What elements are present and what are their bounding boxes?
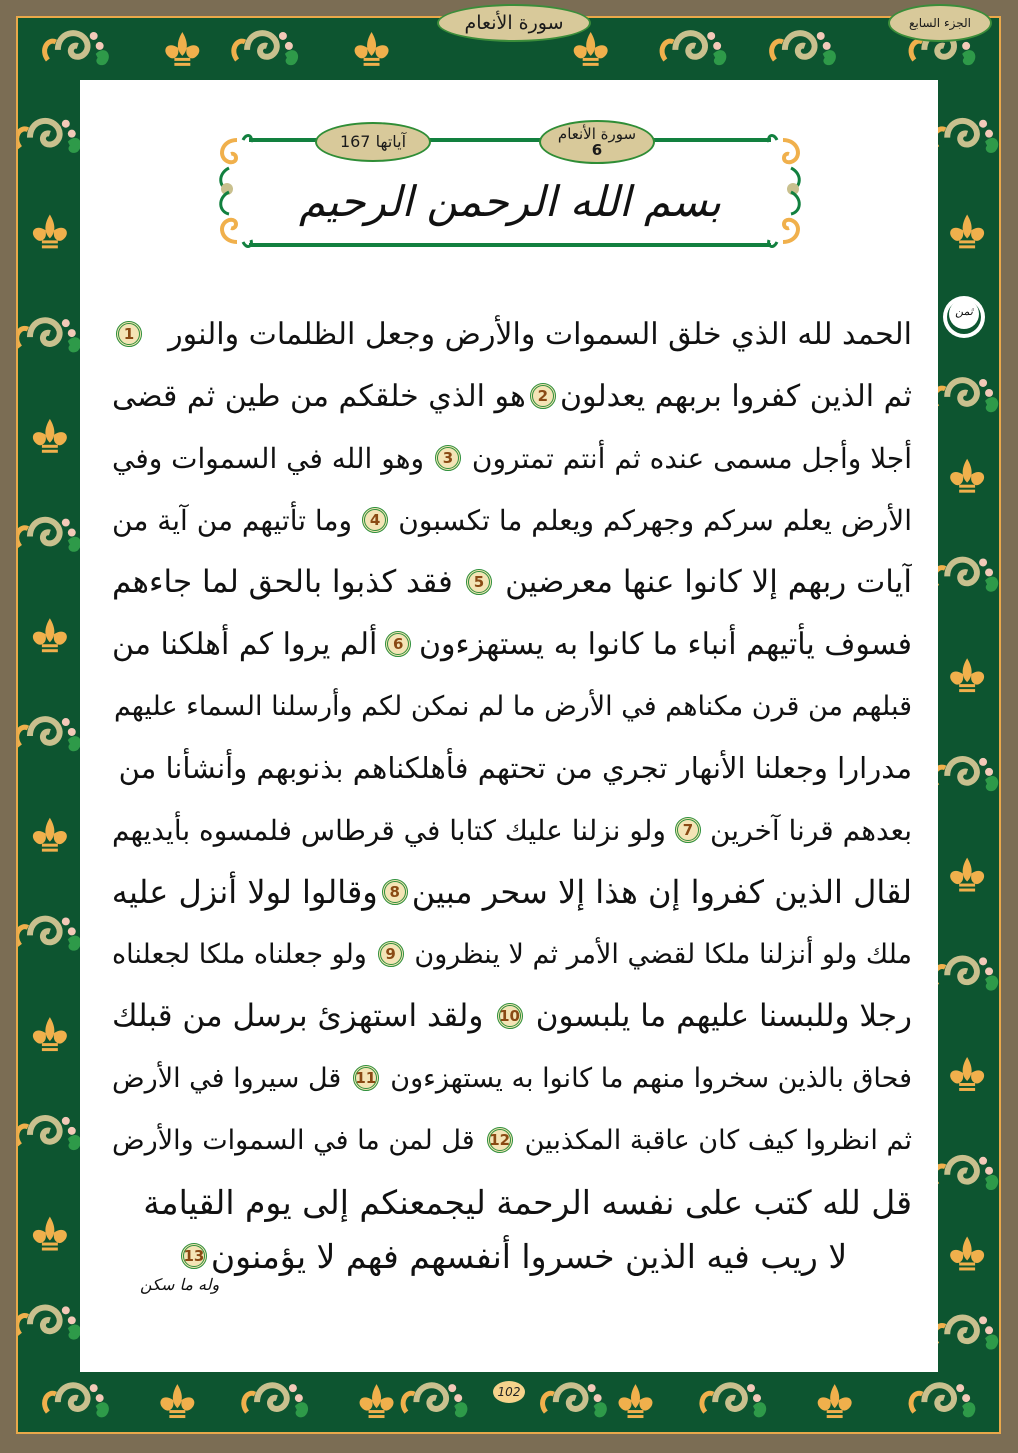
verse-text: لا ريب فيه الذين خسروا أنفسهم فهم لا يؤمنون xyxy=(210,1236,848,1276)
verse-text: قل لله كتب على نفسه الرحمة ليجمعنكم إلى يوم القيامة xyxy=(143,1182,912,1222)
catchword: وله ما سكن xyxy=(140,1275,220,1294)
surah-banner xyxy=(207,118,813,260)
basmala: بسم الله الرحمن الرحيم xyxy=(298,176,722,226)
verse-text: ولو نزلنا عليك كتابا في قرطاس فلمسوه بأيديهم xyxy=(112,813,666,847)
verse-text: ألم يروا كم أهلكنا من xyxy=(112,626,378,662)
ayah-number-marker: 12 xyxy=(487,1127,513,1153)
ayah-number-marker: 13 xyxy=(181,1243,207,1269)
verse-text: وقالوا لولا أنزل عليه xyxy=(112,873,378,911)
ayah-number-marker: 3 xyxy=(435,445,461,471)
verse-text: وهو الله في السموات وفي xyxy=(112,441,424,475)
ayah-number-marker: 8 xyxy=(382,879,408,905)
ayat-count-label: آياتها 167 xyxy=(339,132,407,151)
verse-text: وما تأتيهم من آية من xyxy=(112,503,352,537)
verse-text: قل سيروا في الأرض xyxy=(112,1062,342,1094)
verse-text: أجلا وأجل مسمى عنده ثم أنتم تمترون xyxy=(471,441,912,475)
verse-text-block xyxy=(112,296,912,1276)
verse-text: رجلا وللبسنا عليهم ما يلبسون xyxy=(535,998,912,1034)
surah-name-badge xyxy=(539,120,655,164)
surah-number: 6 xyxy=(591,140,603,159)
ayat-count-badge xyxy=(315,122,431,162)
verse-text: ولو جعلناه ملكا لجعلناه xyxy=(112,938,367,970)
ayah-number-marker: 9 xyxy=(378,941,404,967)
verse-text: فقد كذبوا بالحق لما جاءهم xyxy=(112,564,453,600)
verse-text: هو الذي خلقكم من طين ثم قضى xyxy=(112,378,526,414)
verse-text: مدرارا وجعلنا الأنهار تجري من تحتهم فأهلكناهم بذنوبهم وأنشأنا من xyxy=(118,751,912,785)
ayah-number-marker: 10 xyxy=(497,1003,523,1029)
banner-ornament-left xyxy=(207,118,253,260)
ayah-number-marker: 2 xyxy=(530,383,556,409)
banner-ornament-right xyxy=(767,118,813,260)
header-juz-label: الجزء السابع xyxy=(888,4,992,42)
ayah-number-marker: 5 xyxy=(466,569,492,595)
ayah-number-marker: 7 xyxy=(675,817,701,843)
verse-text: ولقد استهزئ برسل من قبلك xyxy=(112,998,484,1034)
surah-name: سورة الأنعام xyxy=(557,124,637,143)
hizb-quarter-marker xyxy=(942,293,990,341)
ayah-number-marker: 1 xyxy=(116,321,142,347)
verse-text: قبلهم من قرن مكناهم في الأرض ما لم نمكن لكم وأرسلنا السماء عليهم xyxy=(113,690,912,722)
banner-line-bottom xyxy=(249,243,771,247)
verse-text: ثم انظروا كيف كان عاقبة المكذبين xyxy=(524,1124,912,1156)
hizb-label: ثمن xyxy=(955,305,973,318)
verse-text: ملك ولو أنزلنا ملكا لقضي الأمر ثم لا ينظرون xyxy=(414,938,912,970)
verse-text: فسوف يأتيهم أنباء ما كانوا به يستهزءون xyxy=(418,626,912,662)
ayah-number-marker: 4 xyxy=(362,507,388,533)
verse-text: الأرض يعلم سركم وجهركم ويعلم ما تكسبون xyxy=(398,503,912,537)
page-number: 102 xyxy=(493,1381,525,1403)
verse-text: ثم الذين كفروا بربهم يعدلون xyxy=(560,378,912,414)
verse-text: بعدهم قرنا آخرين xyxy=(709,813,912,847)
verse-text: لقال الذين كفروا إن هذا إلا سحر مبين xyxy=(411,873,912,911)
verse-line xyxy=(112,1218,912,1294)
verse-text: الحمد لله الذي خلق السموات والأرض وجعل الظلمات والنور xyxy=(168,316,912,352)
ayah-number-marker: 11 xyxy=(353,1065,379,1091)
verse-text: آيات ربهم إلا كانوا عنها معرضين xyxy=(505,564,912,600)
ayah-number-marker: 6 xyxy=(385,631,411,657)
verse-text: قل لمن ما في السموات والأرض xyxy=(112,1124,475,1156)
verse-text: فحاق بالذين سخروا منهم ما كانوا به يستهزءون xyxy=(390,1062,912,1094)
header-surah-title: سورة الأنعام xyxy=(437,4,591,42)
